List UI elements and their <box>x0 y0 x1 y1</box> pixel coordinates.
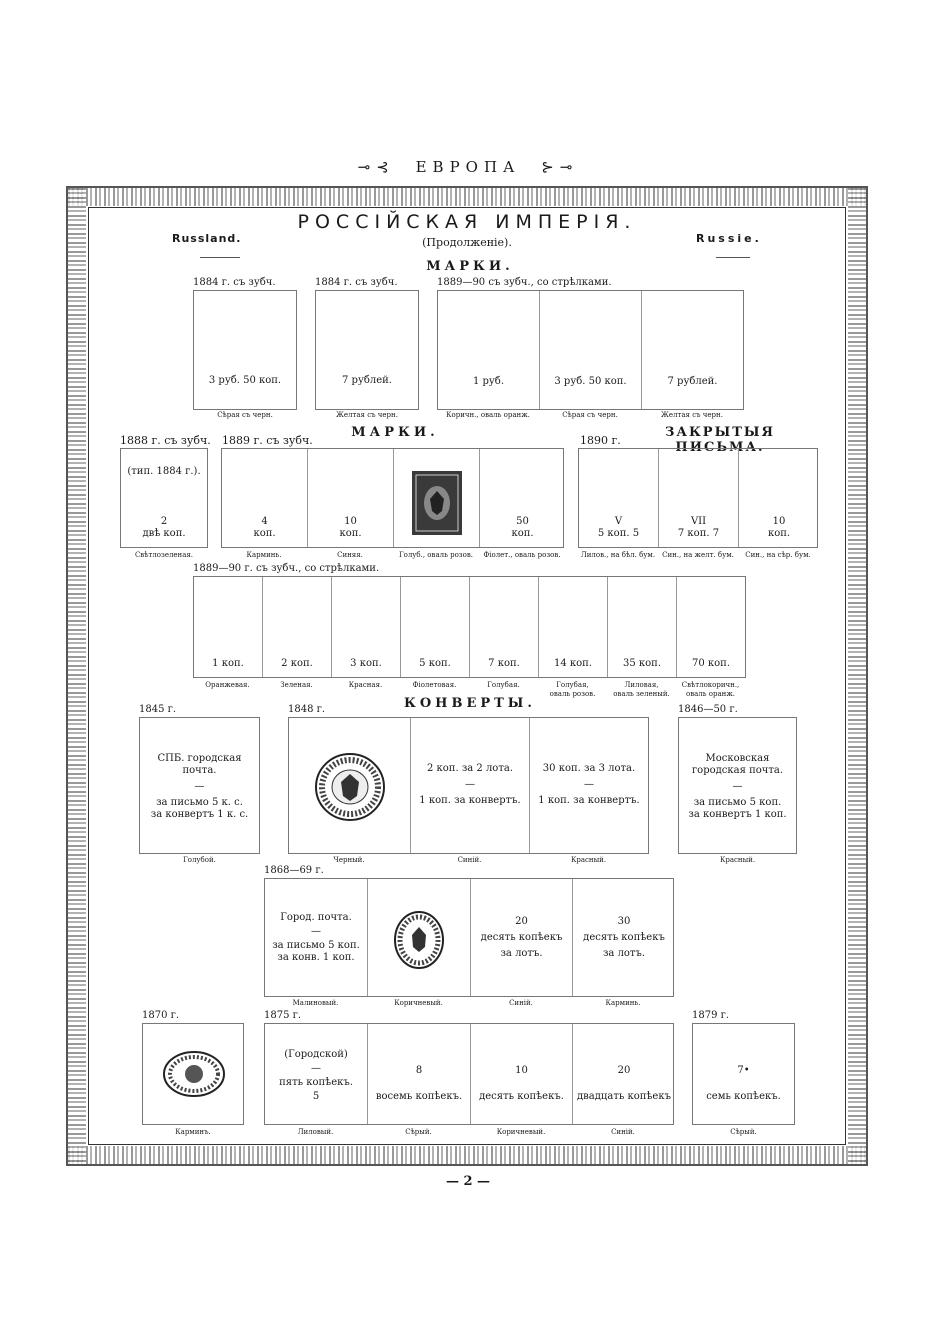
stamp-value: 2 коп. <box>281 658 313 669</box>
stamp-color-caption: Зеленая. <box>280 681 313 689</box>
stamp-value-words: двѣ коп. <box>142 528 186 539</box>
header-ornament-right: ⊱⊸ <box>541 158 579 176</box>
stamp-color-caption: Свѣтлокоричн., <box>681 681 740 689</box>
stamp-strip <box>437 290 744 410</box>
year-label: 1875 г. <box>264 1010 302 1021</box>
envelope-text: 20 <box>515 916 528 927</box>
divider-dash: — <box>732 781 743 792</box>
divider <box>200 257 240 258</box>
stamp-space <box>470 577 539 677</box>
ornamental-border-right <box>848 188 866 1164</box>
letter-space <box>739 449 819 547</box>
year-label: 1890 г. <box>580 434 621 447</box>
envelope-color-caption: Голубой. <box>183 856 216 864</box>
stamp-space <box>677 577 745 677</box>
envelope-space <box>471 879 573 996</box>
stamp-space <box>608 577 677 677</box>
ornamental-border-left <box>68 188 86 1164</box>
envelope-space <box>368 1024 471 1124</box>
divider-dash: — <box>311 1063 321 1074</box>
stamp-value: 2 <box>160 516 168 527</box>
stamp-value: 3 коп. <box>350 658 382 669</box>
envelope-text: 5 <box>312 1091 320 1102</box>
stamp-color-caption: Сѣрая съ черн. <box>217 411 273 419</box>
envelope-color-caption: Малиновый. <box>292 999 339 1007</box>
envelope-text: 10 <box>515 1065 528 1076</box>
envelope-text: за письмо 5 коп. <box>272 940 360 951</box>
year-label: 1884 г. съ зубч. <box>193 277 276 288</box>
envelope-space <box>573 1024 675 1124</box>
stamp-color-caption: Сѣрая съ черн. <box>562 411 618 419</box>
year-label: 1889—90 съ зубч., со стрѣлками. <box>437 277 612 288</box>
envelope-color-caption: Карминь. <box>605 999 641 1007</box>
envelope-space <box>530 718 648 853</box>
stamp-space <box>401 577 470 677</box>
envelope-strip <box>288 717 649 854</box>
stamp-value: 1 коп. <box>212 658 244 669</box>
stamp-space <box>438 291 540 409</box>
envelope-text: восемь копѣекъ. <box>375 1091 463 1102</box>
stamp-value: 10 <box>344 516 357 527</box>
stamp-image-icon <box>412 471 462 535</box>
envelope-text: десять копѣекъ. <box>479 1091 564 1102</box>
stamp-value: 7 рублей. <box>342 375 392 386</box>
section-title-stamps: МАРКИ. <box>351 425 439 440</box>
envelope-text: пять копѣекъ. <box>279 1077 353 1088</box>
letter-value: 10 <box>772 516 786 527</box>
stamp-space <box>315 290 419 410</box>
stamp-color-caption-line2: оваль оранж. <box>685 690 735 698</box>
page-title: РОССІЙСКАЯ ИМПЕРІЯ. <box>297 211 637 233</box>
envelope-text: 1 коп. за конвертъ. <box>419 795 521 806</box>
stamp-value: 70 коп. <box>691 658 731 669</box>
envelope-color-caption: Лиловый. <box>297 1128 334 1136</box>
envelope-space <box>139 717 260 854</box>
stamp-space <box>308 449 394 547</box>
envelope-space <box>678 717 797 854</box>
envelope-text: за конвертъ 1 коп. <box>688 809 787 820</box>
envelope-text: за лотъ. <box>500 948 543 959</box>
stamp-color-caption: Фіолет., оваль розов. <box>483 551 561 559</box>
stamp-value: 1 руб. <box>472 376 505 387</box>
envelope-space <box>471 1024 573 1124</box>
stamp-space <box>193 290 297 410</box>
country-name-german: Russland. <box>172 232 242 245</box>
envelope-space <box>692 1023 795 1125</box>
year-label: 1846—50 г. <box>678 704 738 715</box>
stamp-color-caption-line2: оваль зеленый. <box>613 690 670 698</box>
envelope-text: десять копѣекъ <box>583 932 665 943</box>
envelope-color-caption: Черный. <box>333 856 365 864</box>
envelope-text: (Городской) <box>284 1049 348 1060</box>
stamp-strip <box>221 448 564 548</box>
envelope-strip <box>264 1023 674 1125</box>
envelope-text: 2 коп. за 2 лота. <box>426 763 513 774</box>
letter-color-caption: Син., на сѣр. бум. <box>745 551 811 559</box>
envelope-color-caption: Коричневый. <box>496 1128 546 1136</box>
envelope-space <box>368 879 471 996</box>
stamp-color-caption: Оранжевая. <box>205 681 250 689</box>
year-label: 1879 г. <box>692 1010 730 1021</box>
stamp-space <box>120 448 208 548</box>
country-name-french: Russie. <box>696 232 762 245</box>
stamp-space <box>642 291 743 409</box>
letter-value-words: 7 коп. 7 <box>677 528 720 539</box>
stamp-space <box>263 577 332 677</box>
divider <box>716 257 750 258</box>
letter-space <box>659 449 739 547</box>
envelope-text: 8 <box>415 1065 423 1076</box>
stamp-value: 14 коп. <box>553 658 593 669</box>
stamp-color-caption: Фіолетовая. <box>412 681 457 689</box>
envelope-text: 1 коп. за конвертъ. <box>538 795 640 806</box>
envelope-space <box>573 879 675 996</box>
section-header <box>0 158 936 176</box>
letter-color-caption: Лилов., на бѣл. бум. <box>580 551 656 559</box>
section-title-closed-letters: ЗАКРЫТЫЯ ПИСЬМА. <box>665 425 775 455</box>
stamp-color-caption: Желтая съ черн. <box>661 411 723 419</box>
stamp-color-caption: Лиловая, <box>624 681 659 689</box>
envelope-text: 7• <box>737 1065 750 1076</box>
envelope-color-caption: Синій. <box>509 999 533 1007</box>
envelope-text: Московская <box>705 753 770 764</box>
year-label: 1868—69 г. <box>264 865 324 876</box>
letter-color-caption: Син., на желт. бум. <box>662 551 734 559</box>
divider-dash: — <box>584 779 594 790</box>
stamp-space <box>394 449 480 547</box>
stamp-space <box>480 449 565 547</box>
envelope-color-caption: Коричневый. <box>394 999 443 1007</box>
stamp-space <box>540 291 642 409</box>
ornamental-border-top <box>68 188 866 206</box>
header-ornament-left: ⊸⊰ <box>357 158 395 176</box>
envelope-text: почта. <box>182 765 217 776</box>
stamp-value: 3 руб. 50 коп. <box>554 376 627 387</box>
year-label: 1848 г. <box>288 704 326 715</box>
envelope-text: за конвертъ 1 к. с. <box>150 809 249 820</box>
envelope-text: СПБ. городская <box>157 753 242 764</box>
divider-dash: — <box>194 781 205 792</box>
year-label: 1889 г. съ зубч. <box>222 434 313 447</box>
year-label: 1884 г. съ зубч. <box>315 277 398 288</box>
envelope-text: 30 <box>617 916 631 927</box>
stamp-value: 35 коп. <box>622 658 662 669</box>
envelope-text: городская почта. <box>691 765 784 776</box>
year-label: 1845 г. <box>139 704 177 715</box>
envelope-stamp-icon <box>315 752 385 822</box>
envelope-color-caption: Сѣрый. <box>730 1128 757 1136</box>
stamp-color-caption: Голубая. <box>487 681 520 689</box>
section-title-envelopes: КОНВЕРТЫ. <box>404 696 536 711</box>
envelope-text: за конв. 1 коп. <box>277 952 355 963</box>
stamp-color-caption: Голубая, <box>556 681 589 689</box>
year-label: 1889—90 г. съ зубч., со стрѣлками. <box>193 563 380 574</box>
divider-dash: — <box>311 926 321 937</box>
envelope-text: двадцать копѣекъ <box>577 1091 671 1102</box>
header-title: ЕВРОПА <box>415 158 521 176</box>
stamp-color-caption: Коричн., оваль оранж. <box>446 411 530 419</box>
envelope-space <box>265 1024 368 1124</box>
stamp-space <box>222 449 308 547</box>
envelope-text: Город. почта. <box>280 912 352 923</box>
stamp-color-caption: Красная. <box>348 681 383 689</box>
envelope-strip <box>264 878 674 997</box>
envelope-space <box>142 1023 244 1125</box>
stamp-value-unit: коп. <box>511 528 534 539</box>
envelope-color-caption: Синій. <box>611 1128 635 1136</box>
envelope-space <box>411 718 530 853</box>
envelope-space <box>265 879 368 996</box>
year-label: 1888 г. съ зубч. <box>120 434 211 447</box>
letter-value: V <box>614 516 623 527</box>
stamp-value: 4 <box>261 516 268 527</box>
letter-space <box>579 449 659 547</box>
envelope-text: семь копѣекъ. <box>706 1091 781 1102</box>
envelope-text: за лотъ. <box>602 948 646 959</box>
stamp-color-caption: Свѣтлозеленая. <box>134 551 194 559</box>
envelope-text: за письмо 5 коп. <box>693 797 782 808</box>
stamp-color-caption: Голуб., оваль розов. <box>398 551 473 559</box>
envelope-space <box>289 718 411 853</box>
envelope-text: за письмо 5 к. с. <box>156 797 243 808</box>
stamp-value: 50 <box>516 516 529 527</box>
stamp-color-caption: Желтая съ черн. <box>336 411 398 419</box>
stamp-value: 7 коп. <box>488 658 520 669</box>
stamp-space <box>332 577 401 677</box>
letter-value: VII <box>690 516 707 527</box>
ornamental-border-bottom <box>68 1146 866 1164</box>
envelope-color-caption: Красный. <box>719 856 756 864</box>
stamp-color-caption-line2: оваль розов. <box>549 690 596 698</box>
stamp-value: 3 руб. 50 коп. <box>208 375 282 386</box>
envelope-color-caption: Сѣрый. <box>405 1128 432 1136</box>
stamp-value-unit: коп. <box>339 528 362 539</box>
envelope-color-caption: Красный. <box>570 856 607 864</box>
envelope-text: 30 коп. за 3 лота. <box>542 763 636 774</box>
page-subtitle: (Продолженіе). <box>422 236 512 249</box>
envelope-color-caption: Синій. <box>457 856 482 864</box>
envelope-stamp-icon <box>394 911 444 969</box>
letter-strip <box>578 448 818 548</box>
envelope-text: 20 <box>617 1065 631 1076</box>
envelope-text: десять копѣекъ <box>480 932 563 943</box>
letter-value-words: 5 коп. 5 <box>597 528 640 539</box>
type-note: (тип. 1884 г.). <box>127 466 201 477</box>
stamp-color-caption: Синяя. <box>337 551 363 559</box>
envelope-stamp-icon <box>162 1050 226 1098</box>
stamp-value: 5 коп. <box>419 658 451 669</box>
envelope-color-caption: Карминъ. <box>175 1128 211 1136</box>
stamp-strip <box>193 576 746 678</box>
section-title-stamps: МАРКИ. <box>426 259 514 274</box>
stamp-value-unit: коп. <box>253 528 276 539</box>
year-label: 1870 г. <box>142 1010 180 1021</box>
page-number: — 2 — <box>445 1174 491 1189</box>
divider-dash: — <box>465 779 475 790</box>
stamp-value: 7 рублей. <box>667 376 718 387</box>
stamp-space <box>194 577 263 677</box>
stamp-space <box>539 577 608 677</box>
letter-value-words: коп. <box>767 528 791 539</box>
stamp-color-caption: Карминь. <box>246 551 282 559</box>
